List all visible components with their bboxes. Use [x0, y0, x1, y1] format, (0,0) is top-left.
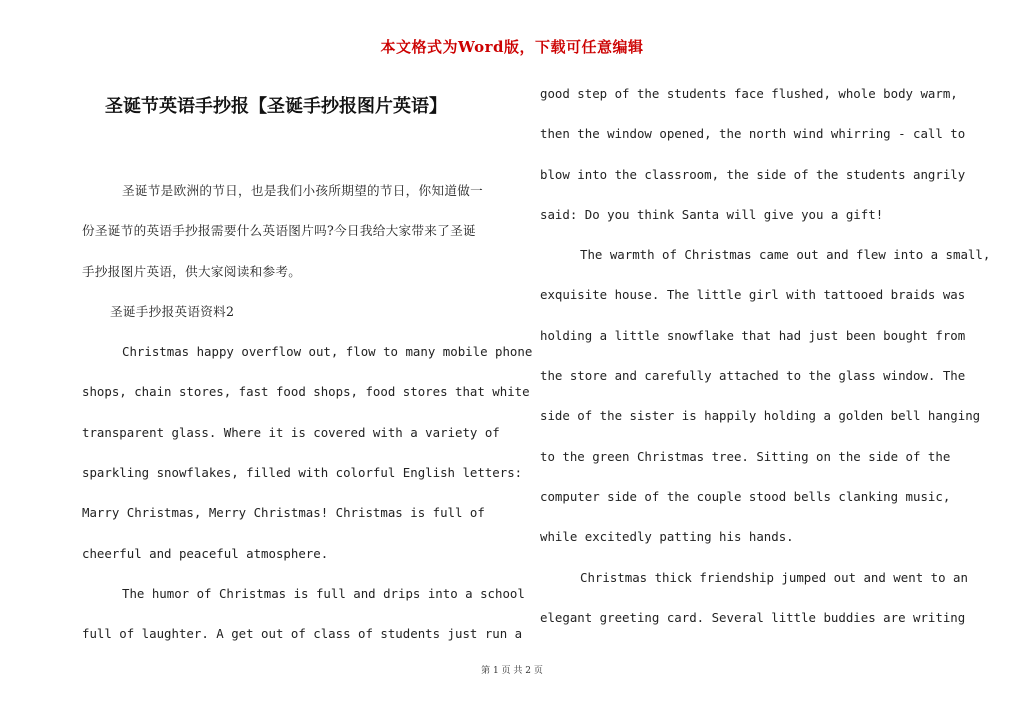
paragraph-line: side of the sister is happily holding a golden bell hanging — [540, 408, 981, 424]
right-column — [540, 83, 991, 647]
paragraph-line: The humor of Christmas is full and drips into a school — [122, 585, 525, 601]
section-heading: 圣诞手抄报英语资料2 — [110, 303, 235, 319]
paragraph-line: the store and carefully attached to the glass window. The — [540, 368, 966, 384]
paragraph-line: transparent glass. Where it is covered with a variety of — [82, 424, 500, 440]
document-title: 圣诞节英语手抄报【圣诞手抄报图片英语】 — [105, 96, 447, 117]
paragraph-line: cheerful and peaceful atmosphere. — [82, 545, 329, 561]
paragraph-line: 圣诞节是欧洲的节日，也是我们小孩所期望的节日，你知道做一 — [122, 183, 484, 198]
paragraph-line: sparkling snowflakes, filled with colorful English letters: — [82, 465, 523, 481]
paragraph-line: 份圣诞节的英语手抄报需要什么英语图片吗?今日我给大家带来了圣诞 — [82, 223, 476, 239]
download-banner: 本文格式为Word版，下载可任意编辑 — [380, 38, 644, 56]
paragraph-line: elegant greeting card. Several little buddies are writing — [540, 609, 966, 625]
page-number: 第 1 页 共 2 页 — [481, 666, 543, 676]
paragraph-line: said: Do you think Santa will give you a gift! — [540, 206, 884, 222]
paragraph-line: blow into the classroom, the side of the students angrily — [540, 166, 966, 182]
paragraph-line: holding a little snowflake that had just been bought from — [540, 327, 966, 343]
paragraph-line: The warmth of Christmas came out and flew into a small, — [580, 247, 991, 263]
paragraph-line: then the window opened, the north wind whirring - call to — [540, 126, 966, 142]
paragraph-line: full of laughter. A get out of class of students just run a — [82, 626, 523, 642]
paragraph-line: 手抄报图片英语，供大家阅读和参考。 — [82, 263, 302, 279]
paragraph-line: shops, chain stores, fast food shops, food stores that white — [82, 384, 530, 400]
paragraph-line: exquisite house. The little girl with tattooed braids was — [540, 287, 966, 303]
paragraph-line: computer side of the couple stood bells clanking music, — [540, 488, 951, 504]
paragraph-line: Christmas thick friendship jumped out and went to an — [580, 569, 968, 585]
paragraph-line: to the green Christmas tree. Sitting on the side of the — [540, 448, 951, 464]
paragraph-line: Christmas happy overflow out, flow to many mobile phone — [122, 344, 533, 360]
paragraph-line: while excitedly patting his hands. — [540, 529, 794, 545]
paragraph-line: Marry Christmas, Merry Christmas! Christmas is full of — [82, 505, 485, 521]
paragraph-line: good step of the students face flushed, whole body warm, — [540, 86, 958, 101]
left-column — [82, 180, 533, 664]
